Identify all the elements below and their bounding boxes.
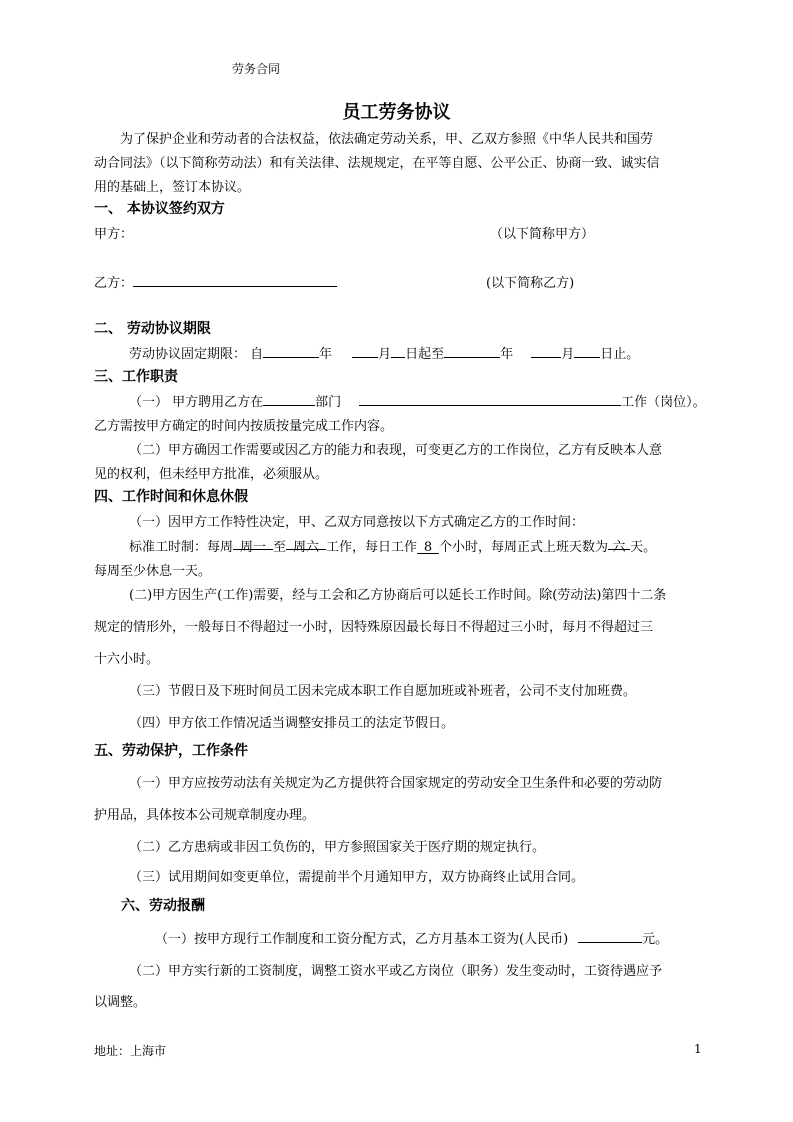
document-title: 员工劳务协议: [342, 102, 451, 123]
salary-p2-line-1: （二）甲方实行新的工资制度，调整工资水平或乙方岗位（职务）发生变动时，工资待遇应予: [129, 964, 663, 979]
intro-line-2: 动合同法》（以下简称劳动法）和有关法律、法规规定，在平等自愿、公平公正、协商一致、诚实信: [94, 156, 660, 171]
month-label: 月: [378, 347, 392, 362]
hours-rest-line: 每周至少休息一天。: [94, 564, 212, 579]
protection-p1-line-2: 护用品，具体按本公司规章制度办理。: [94, 808, 316, 823]
to-day-field[interactable]: [286, 536, 326, 555]
hours-value: 8: [423, 540, 433, 555]
hours-p1: （一）因甲方工作特性决定，甲、乙双方同意按以下方式确定乙方的工作时间：: [129, 515, 585, 530]
day-end-label: 日止。: [600, 347, 640, 362]
month-label-2: 月: [561, 347, 575, 362]
party-a-abbr: （以下简称甲方）: [490, 227, 595, 242]
duty-text-c: 工作（岗位）。: [621, 395, 706, 410]
std-text-b: 至: [273, 540, 287, 555]
start-month-blank[interactable]: [352, 344, 378, 358]
party-b-blank[interactable]: [133, 273, 337, 287]
salary-row: [155, 928, 668, 947]
duty-text-a: （一） 甲方聘用乙方在: [129, 395, 264, 410]
holiday-adjust-line: （四）甲方依工作情况适当调整安排员工的法定节假日。: [129, 716, 455, 731]
term-label: 劳动协议固定期限： 自: [129, 347, 264, 362]
from-day-value: 周一: [240, 540, 267, 555]
duty-p2-line-2: 见的权利，但未经甲方批准，必须服从。: [94, 467, 329, 482]
term-row: [129, 343, 639, 362]
duty-line-2: 乙方需按甲方确定的时间内按质按量完成工作内容。: [94, 419, 394, 434]
party-a-label: 甲方：: [94, 227, 134, 242]
salary-blank[interactable]: [578, 929, 642, 943]
end-year-blank[interactable]: [444, 344, 500, 358]
intro-line-1: 为了保护企业和劳动者的合法权益，依法确定劳动关系，甲、乙双方参照《中华人民共和国劳: [120, 132, 654, 147]
footer-address: 地址：上海市: [94, 1044, 167, 1058]
std-text-a: 标准工时制：每周: [129, 540, 234, 555]
running-header: 劳务合同: [232, 62, 281, 76]
overtime-line-3: 十六小时。: [94, 652, 160, 667]
holiday-overtime-line: （三）节假日及下班时间员工因未完成本职工作自愿加班或补班者，公司不支付加班费。: [129, 684, 637, 699]
duty-row-1: [129, 391, 706, 410]
salary-text-b: 元。: [642, 932, 669, 947]
section-5-heading: 五、劳动保护，工作条件: [94, 743, 248, 759]
end-month-blank[interactable]: [531, 344, 561, 358]
position-blank[interactable]: [359, 392, 621, 406]
start-year-blank[interactable]: [263, 344, 319, 358]
std-text-e: 天。: [630, 540, 657, 555]
day-from-label: 日起至: [405, 347, 445, 362]
days-field[interactable]: [608, 536, 630, 555]
duty-p2-line-1: （二）甲方确因工作需要或因乙方的能力和表现，可变更乙方的工作岗位，乙方有反映本人意: [129, 443, 663, 458]
overtime-line-1: (二)甲方因生产(工作)需要，经与工会和乙方协商后可以延长工作时间。除(劳动法)第四十二条: [129, 588, 667, 603]
section-1-heading: 一、 本协议签约双方: [94, 201, 225, 217]
start-day-blank[interactable]: [391, 344, 405, 358]
to-day-value: 周六: [293, 540, 320, 555]
protection-p3: （三）试用期间如变更单位，需提前半个月通知甲方，双方协商终止试用合同。: [129, 870, 585, 885]
party-b-label: 乙方：: [94, 276, 134, 291]
page-number: 1: [694, 1042, 702, 1056]
section-4-heading: 四、工作时间和休息休假: [94, 489, 248, 505]
party-b-abbr: (以下简称乙方): [486, 276, 575, 291]
end-day-blank[interactable]: [574, 344, 600, 358]
days-value: 六: [612, 540, 626, 555]
year-label-2: 年: [500, 347, 514, 362]
intro-line-3: 用的基础上，签订本协议。: [94, 180, 251, 195]
from-day-field[interactable]: [233, 536, 273, 555]
duty-text-b: 部门: [315, 395, 342, 410]
std-text-c: 工作，每日工作: [326, 540, 418, 555]
year-label: 年: [319, 347, 333, 362]
overtime-line-2: 规定的情形外，一般每日不得超过一小时，因特殊原因最长每日不得超过三小时，每月不得超过三: [94, 620, 654, 635]
party-b-row: [94, 272, 337, 291]
section-2-heading: 二、 劳动协议期限: [94, 321, 211, 337]
standard-hours-row: [129, 536, 656, 555]
section-6-heading: 六、劳动报酬: [121, 898, 205, 914]
protection-p2: （二）乙方患病或非因工负伤的，甲方参照国家关于医疗期的规定执行。: [129, 840, 546, 855]
salary-text-a: （一）按甲方现行工作制度和工资分配方式，乙方月基本工资为(人民币): [155, 932, 569, 947]
std-text-d: 个小时，每周正式上班天数为: [439, 540, 609, 555]
protection-p1-line-1: （一）甲方应按劳动法有关规定为乙方提供符合国家规定的劳动安全卫生条件和必要的劳动防: [129, 776, 663, 791]
department-blank[interactable]: [263, 392, 315, 406]
section-3-heading: 三、工作职责: [94, 369, 178, 385]
hours-field[interactable]: [417, 540, 439, 554]
salary-p2-line-2: 以调整。: [94, 995, 147, 1010]
